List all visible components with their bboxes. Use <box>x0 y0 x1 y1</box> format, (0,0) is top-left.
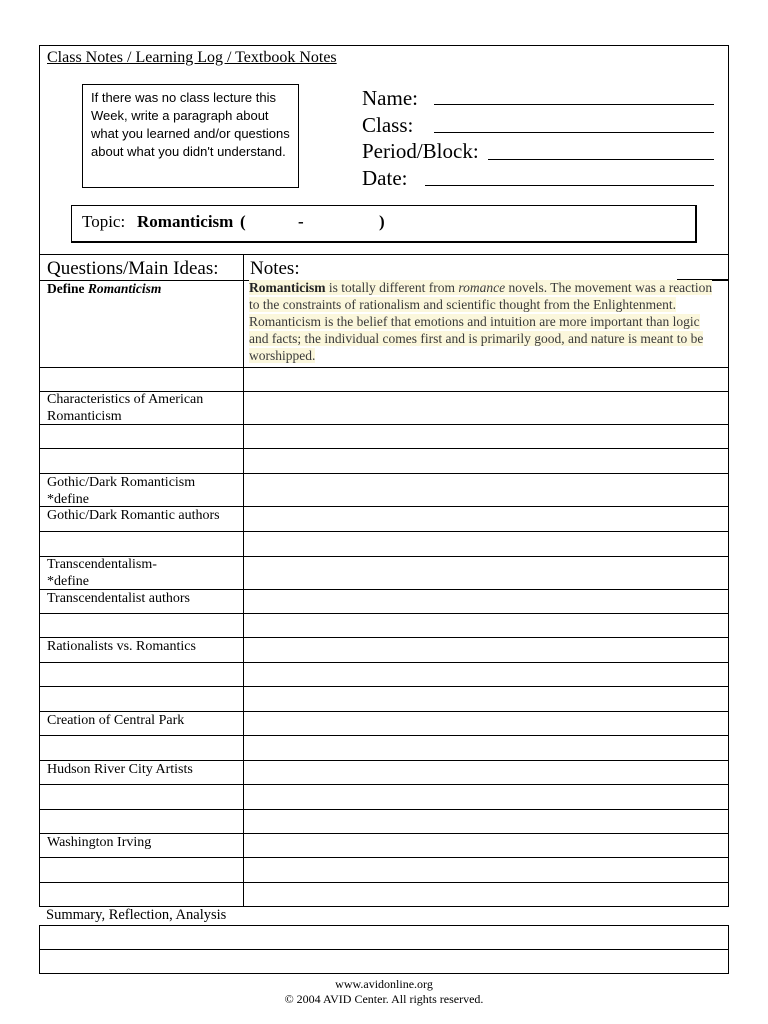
definition-part2: novels. The movement was a reaction to the constraints of rationalism and scientific thought from the Enlightenment. Romanticism is the belief that emotions and intuition are more important than logic and facts; the individual comes first and is primarily good, and nature is meant to be worshipped. <box>249 280 713 363</box>
label-irving: Washington Irving <box>47 835 152 850</box>
summary-row-divider <box>39 949 729 950</box>
topic-value: Romanticism <box>137 212 234 231</box>
define-prefix: Define <box>47 281 88 296</box>
topic-label: Topic: <box>82 212 126 231</box>
date-field[interactable] <box>425 185 714 186</box>
definition-romance: romance <box>458 280 506 295</box>
row-divider <box>39 448 729 449</box>
label-gothic-define: Gothic/Dark Romanticism *define <box>47 475 196 507</box>
row-divider <box>39 882 729 883</box>
definition-part1: is totally different from <box>325 280 459 295</box>
row-divider <box>39 784 729 785</box>
questions-column-header: Questions/Main Ideas: <box>47 258 219 279</box>
topic-dash: - <box>298 212 304 231</box>
class-field[interactable] <box>434 132 714 133</box>
label-rationalists: Rationalists vs. Romantics <box>47 639 196 654</box>
row-divider <box>39 686 729 687</box>
row-divider <box>39 531 729 532</box>
name-field[interactable] <box>434 104 714 105</box>
summary-label: Summary, Reflection, Analysis <box>46 907 227 923</box>
define-romanticism-label <box>47 280 239 297</box>
row-divider <box>39 735 729 736</box>
class-label: Class: <box>362 113 414 137</box>
row-divider <box>39 857 729 858</box>
instruction-box <box>82 84 299 188</box>
name-label: Name: <box>362 86 418 110</box>
label-characteristics: Characteristics of American Romanticism <box>47 392 204 424</box>
row-divider <box>39 613 729 614</box>
date-label: Date: <box>362 166 408 190</box>
label-central-park: Creation of Central Park <box>47 713 185 728</box>
label-transcendentalist-authors: Transcendentalist authors <box>47 591 190 606</box>
label-hudson: Hudson River City Artists <box>47 762 193 777</box>
period-block-label: Period/Block: <box>362 139 479 163</box>
row-divider <box>39 662 729 663</box>
topic-paren-open: ( <box>240 212 246 231</box>
period-block-field[interactable] <box>488 159 714 160</box>
definition-term: Romanticism <box>249 280 326 295</box>
label-gothic-authors: Gothic/Dark Romantic authors <box>47 508 220 523</box>
document-title: Class Notes / Learning Log / Textbook Notes <box>47 49 337 66</box>
row-divider <box>39 367 729 368</box>
definition-paragraph <box>249 279 721 364</box>
instruction-text: If there was no class lecture this Week, write a paragraph about what you learned and/or questions about what you didn't understand. <box>91 90 290 159</box>
label-transcendentalism-define: Transcendentalism- *define <box>47 557 157 589</box>
define-term: Romanticism <box>87 281 162 296</box>
topic-paren-close: ) <box>379 212 385 231</box>
footer-copyright: © 2004 AVID Center. All rights reserved. <box>284 992 484 1006</box>
footer-url: www.avidonline.org <box>335 977 433 991</box>
row-divider <box>39 809 729 810</box>
notes-column-header: Notes: <box>250 258 300 279</box>
